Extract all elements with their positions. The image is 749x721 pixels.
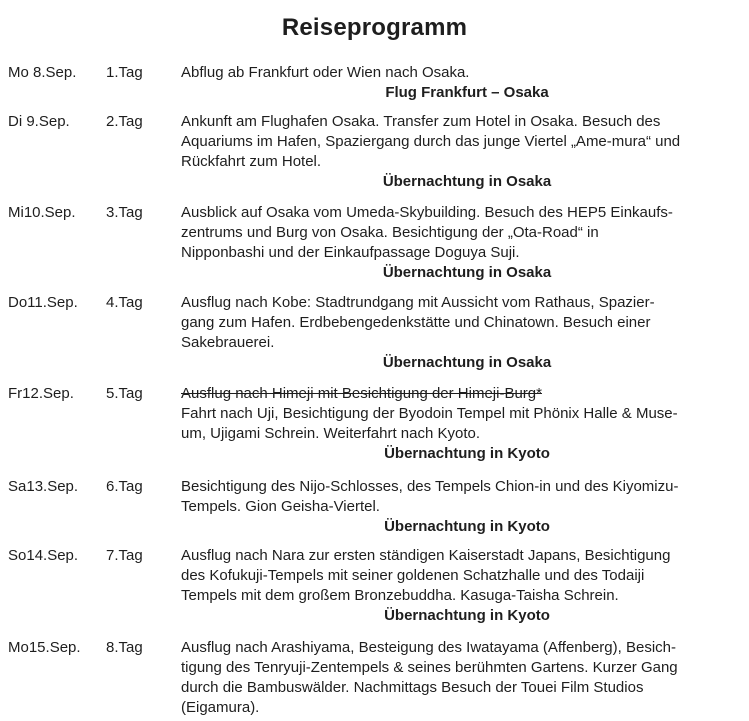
description-line: Ausflug nach Nara zur ersten ständigen Kaiserstadt Japans, Besichtigung xyxy=(181,547,671,564)
description-line: Fahrt nach Uji, Besichtigung der Byodoin Tempel mit Phönix Halle & Muse- xyxy=(181,405,678,422)
overnight-label: Flug Frankfurt – Osaka xyxy=(385,84,549,101)
day-date: Mi10.Sep. xyxy=(8,204,76,221)
overnight-label: Übernachtung in Kyoto xyxy=(384,445,550,462)
page-title: Reiseprogramm xyxy=(281,14,468,41)
day-description xyxy=(181,112,743,192)
day-description xyxy=(181,293,743,373)
day-description xyxy=(181,546,743,626)
day-date: Fr12.Sep. xyxy=(8,385,74,402)
day-description xyxy=(181,63,743,103)
description-line: Sakebrauerei. xyxy=(181,334,275,351)
description-line: Nipponbashi und der Einkaufpassage Doguya Suji. xyxy=(181,244,520,261)
description-line: des Kofukuji-Tempels mit seiner goldenen Schatzhalle und des Todaiji xyxy=(181,567,645,584)
description-line: Ausblick auf Osaka vom Umeda-Skybuilding. Besuch des HEP5 Einkaufs- xyxy=(181,204,673,221)
description-line: Ausflug nach Kobe: Stadtrundgang mit Aussicht vom Rathaus, Spazier- xyxy=(181,294,655,311)
overnight-label: Übernachtung in Osaka xyxy=(382,354,552,371)
description-line: (Eigamura). xyxy=(181,699,260,716)
day-number: 6.Tag xyxy=(106,478,143,495)
day-description xyxy=(181,477,743,537)
description-line: Aquariums im Hafen, Spaziergang durch das junge Viertel „Ame-mura“ und xyxy=(181,133,681,150)
description-line: zentrums und Burg von Osaka. Besichtigung der „Ota-Road“ in xyxy=(181,224,599,241)
description-line: Ankunft am Flughafen Osaka. Transfer zum Hotel in Osaka. Besuch des xyxy=(181,113,661,130)
day-number: 1.Tag xyxy=(106,64,143,81)
description-line: Tempels mit dem großem Bronzebuddha. Kasuga-Taisha Schrein. xyxy=(181,587,619,604)
description-line: durch die Bambuswälder. Nachmittags Besuch der Touei Film Studios xyxy=(181,679,644,696)
day-description xyxy=(181,203,743,283)
day-date: So14.Sep. xyxy=(8,547,79,564)
description-line: gang zum Hafen. Erdbebengedenkstätte und Chinatown. Besuch einer xyxy=(181,314,651,331)
day-number: 3.Tag xyxy=(106,204,143,221)
day-date: Di 9.Sep. xyxy=(8,113,70,130)
day-date: Do11.Sep. xyxy=(8,294,78,311)
overnight-label: Übernachtung in Kyoto xyxy=(384,518,550,535)
day-number: 8.Tag xyxy=(106,639,143,656)
day-description xyxy=(181,384,743,464)
day-date: Mo 8.Sep. xyxy=(8,64,77,81)
description-line: um, Ujigami Schrein. Weiterfahrt nach Kyoto. xyxy=(181,425,481,442)
day-number: 7.Tag xyxy=(106,547,143,564)
description-line: Ausflug nach Arashiyama, Besteigung des Iwatayama (Affenberg), Besich- xyxy=(181,639,676,656)
day-number: 2.Tag xyxy=(106,113,143,130)
description-line: Rückfahrt zum Hotel. xyxy=(181,153,322,170)
day-number: 4.Tag xyxy=(106,294,143,311)
overnight-label: Übernachtung in Kyoto xyxy=(384,607,550,624)
day-date: Mo15.Sep. xyxy=(8,639,81,656)
day-date: Sa13.Sep. xyxy=(8,478,79,495)
description-line: Besichtigung des Nijo-Schlosses, des Tempels Chion-in und des Kiyomizu- xyxy=(181,478,679,495)
description-line: Abflug ab Frankfurt oder Wien nach Osaka. xyxy=(181,64,470,81)
description-line: Tempels. Gion Geisha-Viertel. xyxy=(181,498,380,515)
day-description xyxy=(181,638,743,718)
description-line: tigung des Tenryuji-Zentempels & seines berühmten Gartens. Kurzer Gang xyxy=(181,659,678,676)
overnight-label: Übernachtung in Osaka xyxy=(382,264,552,281)
cancelled-excursion: Ausflug nach Himeji mit Besichtigung der Himeji-Burg* xyxy=(181,385,542,402)
overnight-label: Übernachtung in Osaka xyxy=(382,173,552,190)
day-number: 5.Tag xyxy=(106,385,143,402)
